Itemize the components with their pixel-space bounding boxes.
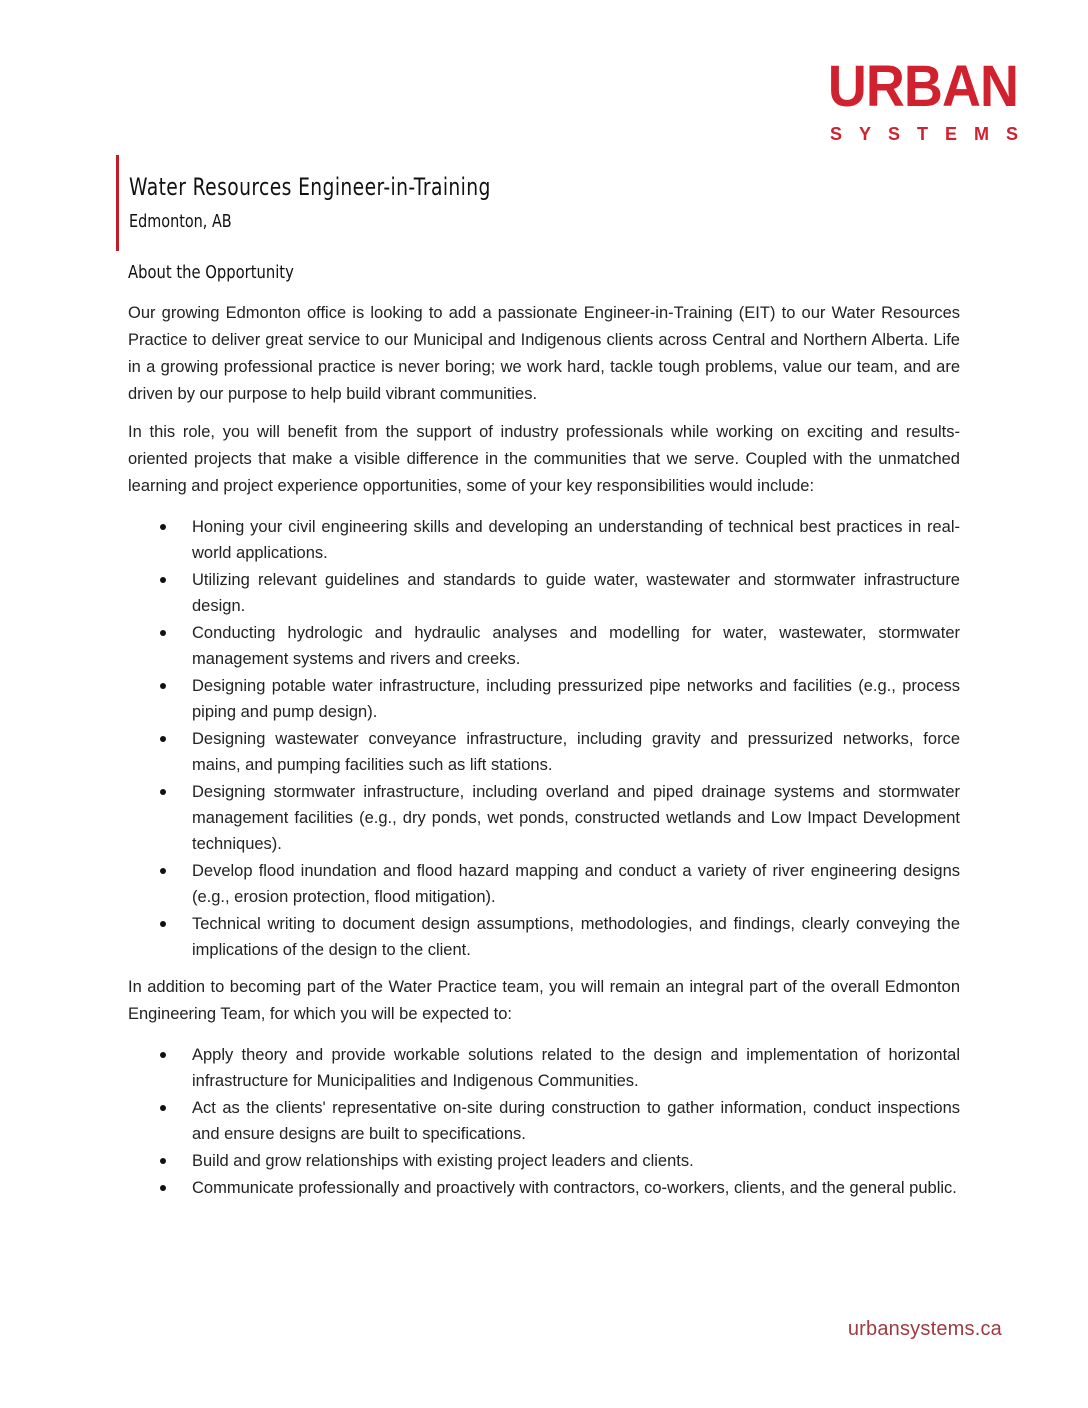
list-item-text: Develop flood inundation and flood hazard mapping and conduct a variety of river engineering designs (e.g., erosion protection, flood mitigation). bbox=[192, 862, 960, 906]
list-item bbox=[128, 1095, 960, 1147]
list-item-text: Designing wastewater conveyance infrastructure, including gravity and pressurized networks, force mains, and pumping facilities such as lift stations. bbox=[192, 730, 960, 774]
bullet-icon bbox=[160, 1185, 166, 1191]
job-location: Edmonton, AB bbox=[129, 211, 232, 232]
bullet-icon bbox=[160, 577, 166, 583]
list-item bbox=[128, 673, 960, 725]
bullet-icon bbox=[160, 524, 166, 530]
bullet-icon bbox=[160, 789, 166, 795]
bullet-icon bbox=[160, 1105, 166, 1111]
list-item-text: Apply theory and provide workable solutions related to the design and implementation of horizontal infrastructure for Municipalities and Indigenous Communities. bbox=[192, 1046, 960, 1090]
document-body bbox=[128, 300, 960, 1212]
bullet-icon bbox=[160, 921, 166, 927]
list-item-text: Communicate professionally and proactively with contractors, co-workers, clients, and the general public. bbox=[192, 1179, 957, 1197]
title-block bbox=[116, 155, 593, 251]
list-item bbox=[128, 514, 960, 566]
list-item bbox=[128, 911, 960, 963]
bullet-icon bbox=[160, 736, 166, 742]
urban-systems-logo bbox=[798, 54, 1035, 145]
expectations-list bbox=[128, 1042, 960, 1201]
list-item bbox=[128, 779, 960, 857]
list-item bbox=[128, 1148, 960, 1174]
list-item-text: Utilizing relevant guidelines and standards to guide water, wastewater and stormwater infrastructure design. bbox=[192, 571, 960, 615]
list-item bbox=[128, 1042, 960, 1094]
list-item-text: Conducting hydrologic and hydraulic analyses and modelling for water, wastewater, stormwater management systems and rivers and creeks. bbox=[192, 624, 960, 668]
list-item-text: Build and grow relationships with existing project leaders and clients. bbox=[192, 1152, 694, 1170]
team-paragraph: In addition to becoming part of the Water Practice team, you will remain an integral part of the overall Edmonton Engineering Team, for which you will be expected to: bbox=[128, 978, 960, 1023]
responsibilities-list bbox=[128, 514, 960, 963]
job-title: Water Resources Engineer-in-Training bbox=[129, 173, 491, 201]
intro-paragraph: Our growing Edmonton office is looking to add a passionate Engineer-in-Training (EIT) to our Water Resources Practice to deliver great service to our Municipal and Indigenous clients across Central and Northern Alberta. Life in a growing professional practice is never boring; we work hard, tackle tough problems, value our team, and are driven by our purpose to help build vibrant communities. bbox=[128, 304, 960, 403]
section-heading: About the Opportunity bbox=[128, 262, 294, 283]
list-item bbox=[128, 1175, 960, 1201]
list-item-text: Act as the clients' representative on-site during construction to gather information, conduct inspections and ensure designs are built to specifications. bbox=[192, 1099, 960, 1143]
list-item bbox=[128, 567, 960, 619]
list-item bbox=[128, 858, 960, 910]
bullet-icon bbox=[160, 1052, 166, 1058]
bullet-icon bbox=[160, 630, 166, 636]
bullet-icon bbox=[160, 868, 166, 874]
logo-wordmark-top: URBAN bbox=[827, 54, 1018, 119]
bullet-icon bbox=[160, 1158, 166, 1164]
list-item-text: Designing stormwater infrastructure, including overland and piped drainage systems and stormwater management facilities (e.g., dry ponds, wet ponds, constructed wetlands and Low Impact Development techniques). bbox=[192, 783, 960, 853]
list-item bbox=[128, 620, 960, 672]
role-paragraph: In this role, you will benefit from the support of industry professionals while working on exciting and results-oriented projects that make a visible difference in the communities that we serve. Coupled with the unmatched learning and project experience opportunities, some of your key responsibilities would include: bbox=[128, 423, 960, 495]
list-item-text: Designing potable water infrastructure, including pressurized pipe networks and facilities (e.g., process piping and pump design). bbox=[192, 677, 960, 721]
list-item-text: Honing your civil engineering skills and developing an understanding of technical best practices in real-world applications. bbox=[192, 518, 960, 562]
bullet-icon bbox=[160, 683, 166, 689]
logo-wordmark-bottom: SYSTEMS bbox=[829, 124, 1035, 144]
list-item-text: Technical writing to document design assumptions, methodologies, and findings, clearly conveying the implications of the design to the client. bbox=[192, 915, 960, 959]
footer-website-link[interactable]: urbansystems.ca bbox=[847, 1318, 1002, 1340]
list-item bbox=[128, 726, 960, 778]
